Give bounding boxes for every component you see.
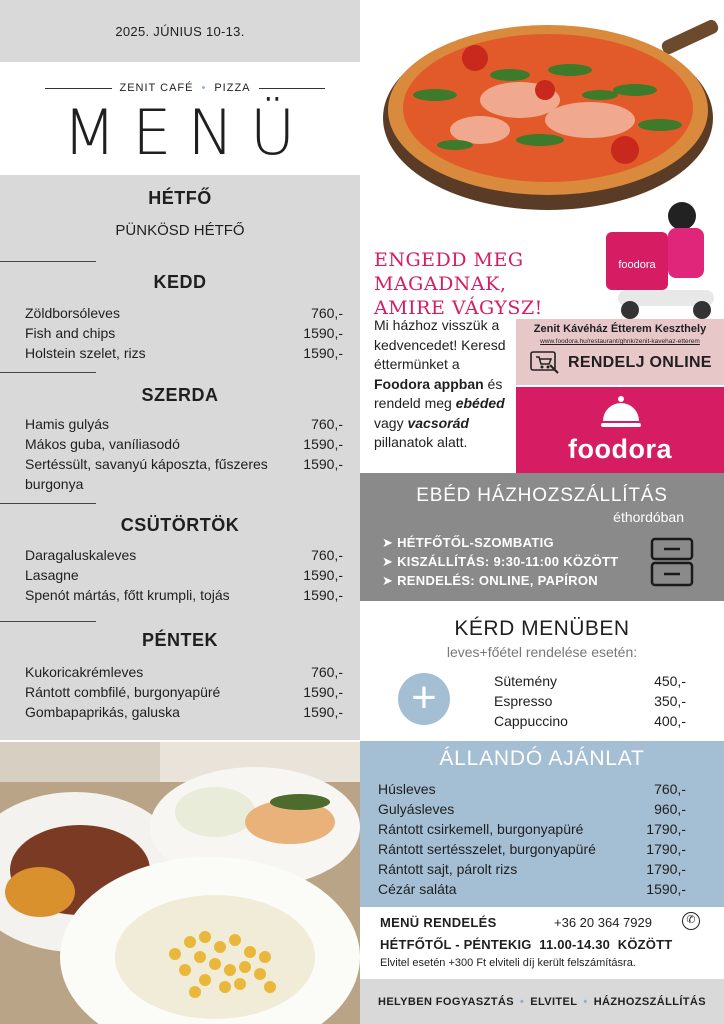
day-friday-heading: PÉNTEK [141, 630, 218, 650]
brand-line [45, 80, 325, 96]
divider [0, 261, 96, 262]
menu-item [25, 545, 343, 565]
menu-item [25, 585, 343, 605]
item-name: Gombapaprikás, galuska [25, 704, 180, 720]
offer-item: Gulyásleves 960,- [378, 801, 686, 817]
promo-headline-line2: AMIRE VÁGYSZ! [374, 297, 543, 319]
divider [259, 88, 326, 89]
combo-item: Sütemény 450,- [494, 673, 686, 689]
promo-text-lunch: ebéded [455, 395, 505, 411]
ordering-info-panel [360, 907, 724, 979]
food-photo-illustration [0, 742, 360, 1024]
item-price: 1590,- [303, 567, 343, 583]
service-delivery: HÁZHOZSZÁLLÍTÁS [593, 995, 707, 1008]
combo-item: Cappuccino 400,- [494, 713, 686, 729]
item-price: 1590,- [303, 587, 343, 603]
separator-dot: • [519, 995, 525, 1008]
permanent-offer-panel [360, 741, 724, 907]
restaurant-name: Zenit Kávéház Étterem Keszthely [533, 323, 707, 335]
item-name: Spenót mártás, főtt krumpli, tojás [25, 587, 230, 603]
chevron-right-icon: ➤ [382, 535, 398, 550]
promo-text-dinner: vacsorád [407, 414, 469, 431]
delivery-subtitle: éthordóban [613, 509, 684, 525]
delivery-title: EBÉD HÁZHOZSZÁLLÍTÁS [416, 485, 668, 506]
divider [0, 503, 96, 504]
divider [45, 88, 112, 89]
offer-items [378, 779, 686, 899]
separator-dot: • [583, 995, 588, 1008]
order-hours: HÉTFŐTŐL - PÉNTEKIG 11.00-14.30 KÖZÖTT [380, 937, 673, 952]
weekly-menu-panel [0, 175, 360, 740]
menu-item [25, 702, 343, 722]
promo-headline [374, 248, 589, 320]
item-name: Holstein szelet, rizs [25, 345, 146, 361]
item-price: 760,- [311, 305, 343, 321]
item-price: 1590,- [303, 704, 343, 720]
menu-item [25, 454, 343, 494]
promo-text-3: vagy [374, 414, 408, 431]
combo-offer-panel [360, 601, 724, 741]
offer-item: Rántott sajt, párolt rizs 1790,- [378, 861, 686, 877]
offer-item: Cézár saláta 1590,- [378, 881, 686, 897]
menu-item [25, 682, 343, 702]
promo-text-4: pillanatok alatt. [374, 434, 468, 450]
courier-illustration [598, 196, 724, 320]
delivery-details [382, 533, 618, 590]
item-name: Sertéssült, savanyú káposzta, fűszeres burgonya [25, 456, 268, 492]
brand-name-2: PIZZA [214, 82, 251, 94]
food-photo [0, 742, 360, 1024]
offer-item: Rántott sertésszelet, burgonyapüré 1790,- [378, 841, 686, 857]
order-note: Elvitel esetén +300 Ft elviteli díj került felszámításra. [380, 957, 636, 969]
day-tuesday-heading: KEDD [153, 272, 207, 292]
divider [0, 621, 96, 622]
offer-item: Húsleves 760,- [378, 781, 686, 797]
chevron-right-icon: ➤ [382, 554, 398, 569]
promo-text-2: és rendeld meg [374, 375, 503, 411]
combo-title: KÉRD MENÜBEN [454, 617, 630, 640]
offer-title: ÁLLANDÓ AJÁNLAT [439, 747, 645, 770]
page-title: MENÜ [62, 96, 312, 169]
divider [0, 372, 96, 373]
brand-name: ZENIT CAFÉ [119, 82, 194, 94]
service-options-bar [360, 979, 724, 1024]
service-takeaway: ELVITEL [530, 995, 578, 1008]
foodora-logo-box[interactable] [516, 387, 724, 473]
courier-photo [598, 196, 724, 320]
menu-item [25, 414, 343, 434]
foodora-logo-text: foodora [568, 434, 672, 464]
combo-subtitle: leves+főétel rendelése esetén: [446, 644, 638, 660]
menu-item [25, 434, 343, 454]
offer-item: Rántott csirkemell, burgonyapüré 1790,- [378, 821, 686, 837]
menu-item [25, 662, 343, 682]
brand-dot: • [201, 82, 207, 94]
day-thursday-heading: CSÜTÖRTÖK [120, 515, 240, 535]
service-dine-in: HELYBEN FOGYASZTÁS [377, 995, 514, 1008]
item-price: 760,- [311, 547, 343, 563]
item-name: Hamis gulyás [25, 416, 110, 432]
order-online-box[interactable] [516, 319, 724, 385]
restaurant-url[interactable]: www.foodora.hu/restaurant/ghnk/zenit-kavehaz-etterem [540, 338, 700, 345]
promo-text-1: Mi házhoz visszük a kedvencedet! Keresd éttermünket a [374, 317, 506, 372]
delivery-line: ➤ KISZÁLLÍTÁS: 9:30-11:00 KÖZÖTT [382, 554, 619, 569]
item-price: 1590,- [303, 345, 343, 361]
cart-icon [530, 351, 560, 377]
item-name: Zöldborsóleves [25, 305, 120, 321]
promo-text-app: Foodora appban [374, 375, 484, 392]
order-online-label: RENDELJ ONLINE [568, 354, 712, 371]
menu-item [25, 323, 343, 343]
plus-icon: + [398, 673, 450, 725]
menu-item [25, 343, 343, 363]
day-wednesday-heading: SZERDA [141, 385, 219, 405]
day-monday-heading: HÉTFŐ [148, 188, 212, 208]
menu-date: 2025. JÚNIUS 10-13. [115, 23, 245, 39]
delivery-panel [360, 473, 724, 601]
combo-item: Espresso 350,- [494, 693, 686, 709]
delivery-line: ➤ RENDELÉS: ONLINE, PAPÍRON [382, 573, 598, 588]
combo-items [494, 671, 686, 731]
day-monday-note: PÜNKÖSD HÉTFŐ [115, 222, 245, 239]
order-phone[interactable]: +36 20 364 7929 [554, 915, 652, 930]
item-name: Rántott combfilé, burgonyapüré [25, 684, 221, 700]
order-label: MENÜ RENDELÉS [380, 915, 497, 930]
lunchbox-icon [650, 535, 694, 589]
item-price: 1590,- [303, 325, 343, 341]
delivery-line: ➤ HÉTFŐTŐL-SZOMBATIG [382, 535, 554, 550]
item-price: 1590,- [303, 456, 343, 472]
item-name: Lasagne [25, 567, 79, 583]
menu-item [25, 303, 343, 323]
menu-item [25, 565, 343, 585]
item-price: 760,- [311, 416, 343, 432]
cloche-icon [599, 395, 643, 431]
item-name: Kukoricakrémleves [25, 664, 144, 680]
item-price: 1590,- [303, 684, 343, 700]
item-name: Daragaluskaleves [25, 547, 137, 563]
item-price: 760,- [311, 664, 343, 680]
promo-text [374, 316, 514, 453]
date-banner [0, 0, 360, 62]
bag-logo: foodora [618, 259, 656, 271]
item-price: 1590,- [303, 436, 343, 452]
item-name: Fish and chips [25, 325, 116, 341]
promo-headline-line1: ENGEDD MEG MAGADNAK, [374, 249, 524, 295]
chevron-right-icon: ➤ [382, 573, 398, 588]
item-name: Mákos guba, vaníliasodó [25, 436, 180, 452]
phone-icon: ✆ [682, 912, 700, 930]
